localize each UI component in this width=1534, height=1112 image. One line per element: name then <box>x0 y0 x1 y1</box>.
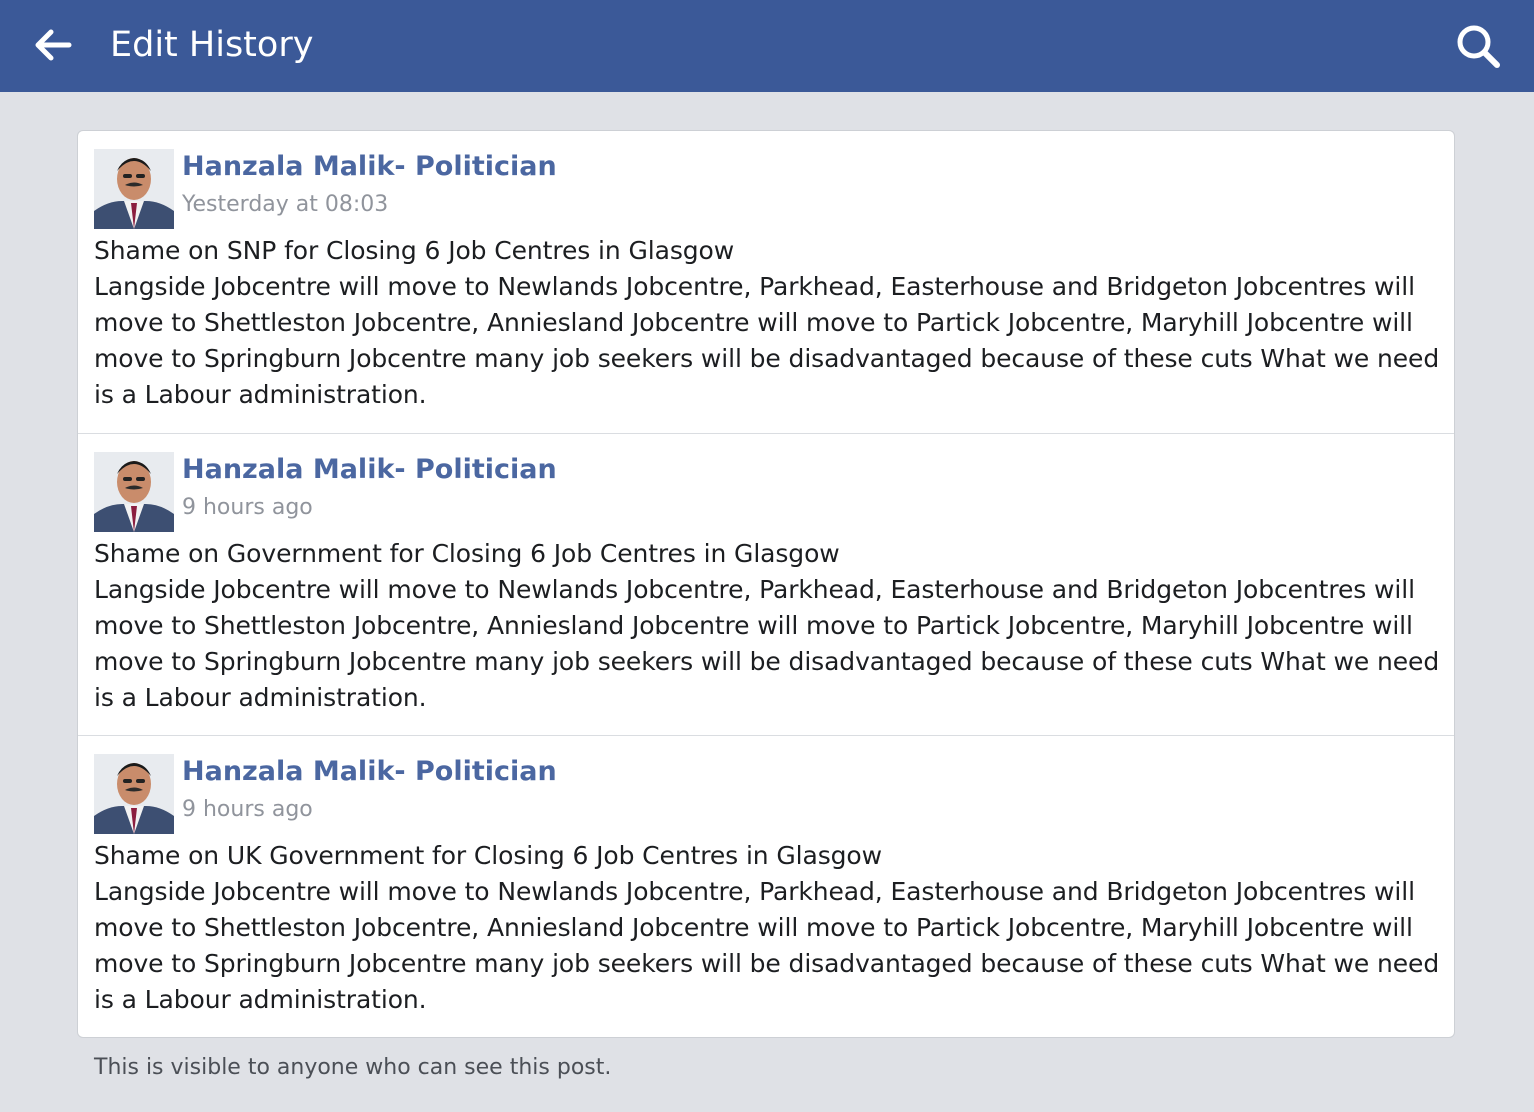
author-name-link[interactable]: Hanzala Malik- Politician <box>182 151 557 182</box>
post-body: Langside Jobcentre will move to Newlands Jobcentre, Parkhead, Easterhouse and Bridgeton Jobcentres will move to Shettleston Jobcentre, Anniesland Jobcentre will move to Partick Jobcentre, Maryhill Jobcentre will move to Springburn Jobcentre many job seekers will be disadvantaged because of these cuts What we need is a Labour administration. <box>94 272 1440 409</box>
visibility-note: This is visible to anyone who can see this post. <box>94 1055 612 1080</box>
edit-history-entry <box>78 131 1454 433</box>
author-name-link[interactable]: Hanzala Malik- Politician <box>182 454 557 485</box>
search-icon <box>1455 23 1501 69</box>
post-headline: Shame on UK Government for Closing 6 Job Centres in Glasgow <box>94 841 882 870</box>
post-body: Langside Jobcentre will move to Newlands Jobcentre, Parkhead, Easterhouse and Bridgeton Jobcentres will move to Shettleston Jobcentre, Anniesland Jobcentre will move to Partick Jobcentre, Maryhill Jobcentre will move to Springburn Jobcentre many job seekers will be disadvantaged because of these cuts What we need is a Labour administration. <box>94 877 1440 1014</box>
page-title: Edit History <box>110 25 314 65</box>
top-app-bar <box>0 0 1534 92</box>
post-text <box>94 536 1440 716</box>
edit-history-entry <box>78 735 1454 1037</box>
timestamp[interactable]: 9 hours ago <box>182 495 313 520</box>
avatar[interactable] <box>94 149 174 229</box>
profile-photo-icon <box>94 149 174 229</box>
timestamp[interactable]: Yesterday at 08:03 <box>182 192 389 217</box>
profile-photo-icon <box>94 452 174 532</box>
avatar[interactable] <box>94 452 174 532</box>
avatar[interactable] <box>94 754 174 834</box>
back-button[interactable] <box>30 24 76 66</box>
author-name-link[interactable]: Hanzala Malik- Politician <box>182 756 557 787</box>
search-button[interactable] <box>1452 20 1504 72</box>
timestamp[interactable]: 9 hours ago <box>182 797 313 822</box>
post-headline: Shame on SNP for Closing 6 Job Centres in Glasgow <box>94 236 735 265</box>
profile-photo-icon <box>94 754 174 834</box>
edit-history-entry <box>78 433 1454 735</box>
post-text <box>94 233 1440 413</box>
arrow-left-icon <box>33 28 73 62</box>
post-headline: Shame on Government for Closing 6 Job Centres in Glasgow <box>94 539 840 568</box>
post-body: Langside Jobcentre will move to Newlands Jobcentre, Parkhead, Easterhouse and Bridgeton Jobcentres will move to Shettleston Jobcentre, Anniesland Jobcentre will move to Partick Jobcentre, Maryhill Jobcentre will move to Springburn Jobcentre many job seekers will be disadvantaged because of these cuts What we need is a Labour administration. <box>94 575 1440 712</box>
edit-history-card <box>77 130 1455 1038</box>
post-text <box>94 838 1440 1018</box>
